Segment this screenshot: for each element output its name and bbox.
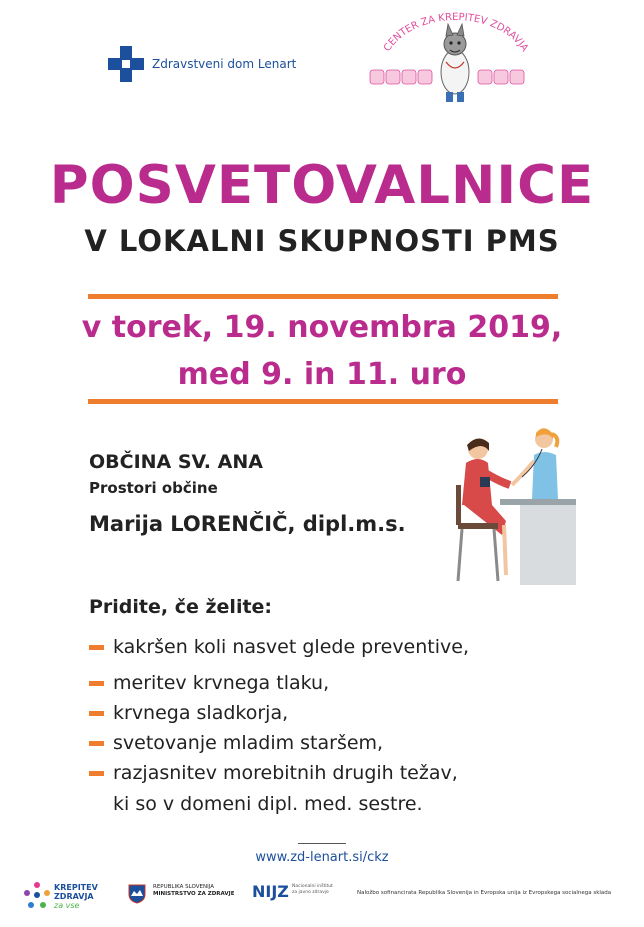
list-item: krvnega sladkorja, [89, 698, 609, 728]
page-subtitle: V LOKALNI SKUPNOSTI PMS [84, 224, 560, 258]
small-divider [298, 843, 346, 844]
list-item: razjasnitev morebitnih drugih težav, [89, 758, 609, 788]
website-link[interactable]: www.zd-lenart.si/ckz [255, 850, 389, 865]
krepitev-zdravja-logo [22, 880, 52, 910]
orange-dash-icon [89, 771, 104, 776]
org-name: Zdravstveni dom Lenart [152, 57, 297, 71]
orange-divider-bottom [88, 399, 558, 404]
zd-lenart-logo [108, 46, 308, 82]
orange-dash-icon [89, 711, 104, 716]
ckz-arc-text: CENTER ZA KREPITEV ZDRAVJA [381, 11, 531, 54]
page-title: POSVETOVALNICE [49, 155, 595, 216]
date-line-2: med 9. in 11. uro [177, 357, 467, 392]
nijz-text: Nacionalni inštitut za javno zdravje [292, 884, 333, 895]
orange-dash-icon [89, 741, 104, 746]
list-lead: Pridite, če želite: [89, 596, 273, 618]
slovenia-coat-of-arms-icon [128, 884, 146, 904]
medical-cross-icon [108, 46, 144, 82]
list-continuation: ki so v domeni dipl. med. sestre. [113, 793, 423, 815]
colorful-people-icon [24, 882, 50, 908]
orange-dash-icon [89, 645, 104, 650]
funding-note: Naložbo sofinancirata Republika Slovenija in Evropska unija iz Evropskega socialnega sklada [357, 890, 612, 896]
wolf-mascot-icon [441, 24, 469, 102]
krepitev-text: KREPITEV ZDRAVJA za vse [54, 883, 98, 910]
orange-dash-icon [89, 681, 104, 686]
orange-divider-top [88, 294, 558, 299]
services-list [89, 632, 609, 788]
ministry-text: REPUBLIKA SLOVENIJA MINISTRSTVO ZA ZDRAVJE [153, 884, 235, 897]
nijz-logo: NIJZ [252, 882, 289, 901]
municipality: OBČINA SV. ANA [89, 451, 263, 473]
ckz-logo [366, 10, 546, 110]
list-item: meritev krvnega tlaku, [89, 668, 609, 698]
venue: Prostori občine [89, 479, 218, 497]
list-item: kakršen koli nasvet glede preventive, [89, 632, 609, 662]
list-item: svetovanje mladim staršem, [89, 728, 609, 758]
blood-pressure-illustration [452, 425, 582, 585]
nurse-name: Marija LORENČIČ, dipl.m.s. [89, 512, 406, 536]
date-line-1: v torek, 19. novembra 2019, [81, 310, 563, 345]
